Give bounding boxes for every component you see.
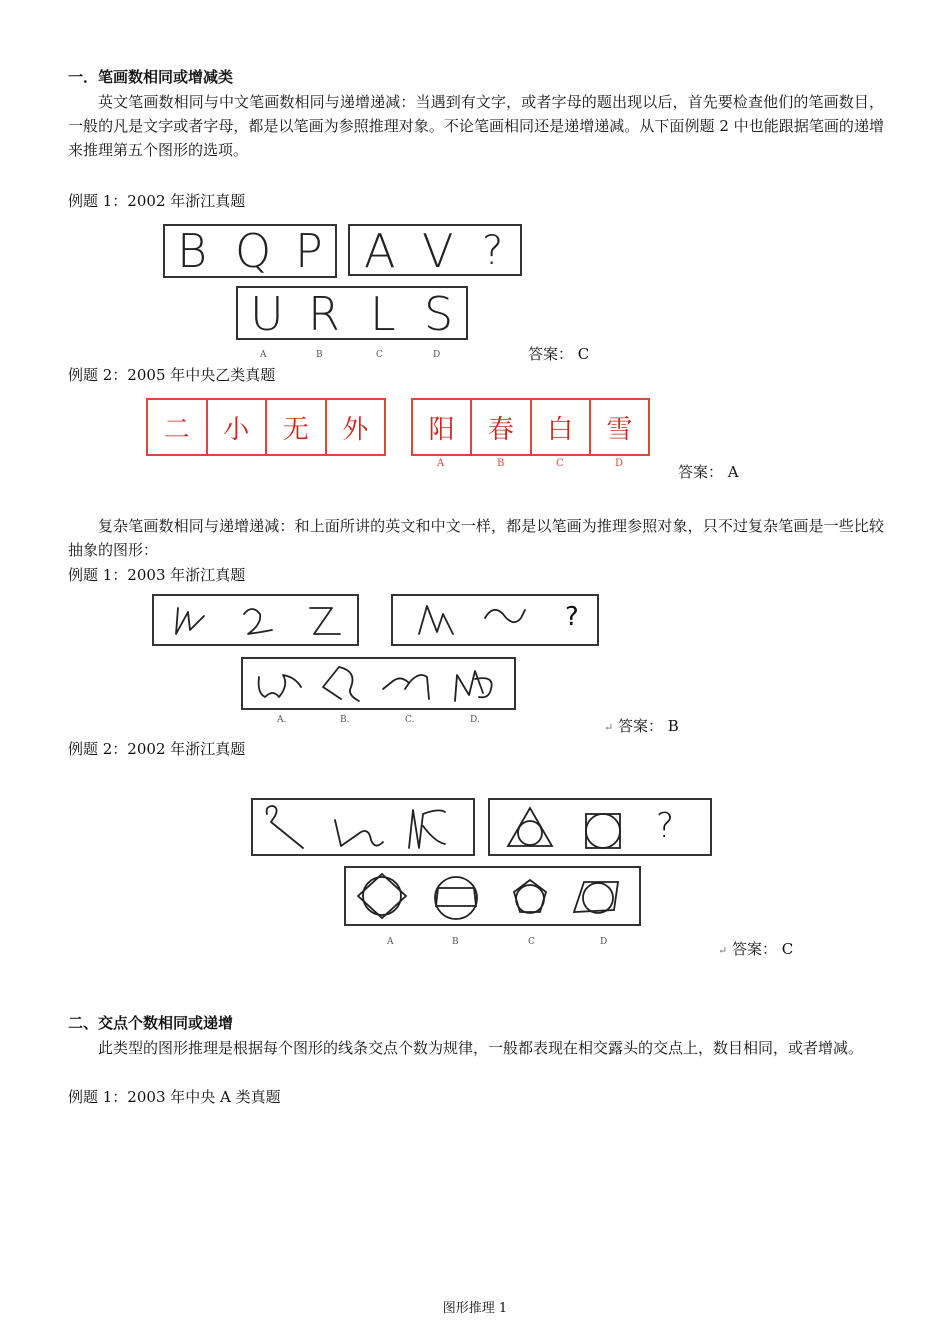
ex4-answer-line: [718, 938, 793, 959]
ex3-answer-line: [604, 715, 679, 736]
ex1-option-label: A: [260, 350, 267, 360]
ex2-char: 无: [267, 400, 327, 454]
ex1-option-letter: L: [370, 287, 396, 341]
ex3-stroke-figures: [154, 596, 357, 644]
ex1-question-box-a: [163, 224, 337, 278]
return-mark: ↵: [604, 721, 614, 734]
option-figure-b: [323, 667, 359, 701]
ex4-option-label: A: [387, 937, 394, 947]
stroke-figure: [419, 606, 453, 634]
ex1-letter: P: [295, 224, 323, 278]
section-1-heading: 一．笔画数相同或增减类: [68, 68, 234, 86]
ex2-options-box: [411, 398, 650, 456]
example-3-label: 例题 1：2003 年浙江真题: [68, 566, 246, 584]
stroke-figure: [267, 806, 303, 848]
return-mark: ↵: [718, 944, 728, 957]
ex1-option-label: C: [376, 350, 383, 360]
ex1-option-letter: S: [424, 287, 454, 341]
option-figure-c: [383, 675, 429, 699]
ex1-option-letter: U: [250, 287, 284, 341]
option-figure-a-circle: [363, 877, 401, 915]
circle-figure: [586, 814, 620, 848]
triangle-figure: [508, 808, 552, 846]
ex3-question-mark: ?: [565, 602, 579, 632]
ex2-char: 外: [342, 414, 369, 445]
option-figure-b: [436, 888, 476, 906]
ex2-option-label: B: [497, 458, 505, 469]
ex3-answer: 答案： B: [618, 717, 679, 735]
option-figure-d: [574, 882, 618, 912]
ex2-option-char: 春: [472, 400, 531, 454]
ex3-option-label: B.: [340, 715, 350, 725]
stroke-figure: [244, 609, 272, 634]
ex4-option-label: C: [528, 937, 535, 947]
ex1-answer: 答案： C: [528, 345, 590, 363]
ex4-shape-figures: [490, 800, 710, 854]
page-footer: 图形推理 1: [442, 1301, 508, 1316]
ex1-letter: B: [177, 224, 208, 278]
ex3-question-box-b: [391, 594, 599, 646]
ex1-option-label: B: [316, 350, 323, 360]
section-2-heading: 二、交点个数相同或递增: [68, 1014, 234, 1032]
circle-figure: [518, 821, 542, 845]
ex1-options-box: [236, 286, 468, 340]
ex3-option-label: D.: [470, 715, 480, 725]
section-2-intro: 此类型的图形推理是根据每个图形的线条交点个数为规律，一般都表现在相交露头的交点上，数目相同，或者增减。: [98, 1039, 864, 1057]
example-1-label: 例题 1：2002 年浙江真题: [68, 192, 246, 210]
stroke-figure: [409, 810, 445, 848]
ex4-answer: 答案： C: [732, 940, 794, 958]
ex2-option-char: 雪: [606, 414, 633, 445]
ex2-option-char: 阳: [413, 400, 472, 454]
example-4-label: 例题 2：2002 年浙江真题: [68, 740, 246, 758]
ex4-option-label: D: [600, 937, 608, 947]
stroke-figure: [485, 610, 525, 622]
option-figure-c-circle: [516, 885, 544, 913]
ex1-question-mark: ?: [482, 228, 504, 274]
option-figure-d: [455, 671, 492, 701]
ex3-question-box-a: [152, 594, 359, 646]
example-2-label: 例题 2：2005 年中央乙类真题: [68, 366, 276, 384]
ex2-option-label: C: [556, 458, 564, 469]
section-1-intro: 英文笔画数相同与中文笔画数相同与递增递减：当遇到有文字，或者字母的题出现以后，首先要检查他们的笔画数目，一般的凡是文字或者字母，都是以笔画为参照推理对象。不论笔画相同还是递增递减。从下面例题 2 中也能跟据笔画的递增来推理第五个图形的选项。: [68, 93, 884, 159]
ex2-question-box: [146, 398, 386, 456]
ex4-question-box-b: [488, 798, 712, 856]
ex3-option-label: C.: [405, 715, 415, 725]
ex4-options-box: [344, 866, 641, 926]
option-figure-a: [259, 675, 301, 697]
complex-strokes-intro: 复杂笔画数相同与递增递减：和上面所讲的英文和中文一样，都是以笔画为推理参照对象，只不过复杂笔画是一些比较抽象的图形：: [68, 517, 884, 559]
ex4-option-label: B: [452, 937, 459, 947]
option-figure-a: [358, 874, 406, 918]
ex2-char: 二: [148, 400, 208, 454]
ex2-option-char: 白: [532, 400, 591, 454]
stroke-figure: [176, 608, 204, 634]
ex1-letter: Q: [235, 224, 272, 278]
stroke-figure: [310, 608, 340, 634]
stroke-figure: [335, 820, 383, 846]
option-figure-b-circle: [435, 877, 477, 919]
ex1-letter: V: [422, 224, 454, 278]
ex4-question-box-a: [251, 798, 475, 856]
section-2-example-1-label: 例题 1：2003 年中央 A 类真题: [68, 1088, 281, 1106]
ex3-options-box: [241, 657, 516, 710]
ex2-char: 小: [208, 400, 268, 454]
ex3-option-label: A.: [277, 715, 287, 725]
ex2-option-label: D: [615, 458, 624, 469]
ex1-option-label: D: [433, 350, 441, 360]
ex3-option-figures: [243, 659, 514, 708]
ex4-question-mark: ?: [656, 806, 675, 846]
ex1-option-letter: R: [308, 287, 340, 341]
ex2-answer: 答案： A: [678, 463, 739, 481]
ex4-stroke-figures: [253, 800, 473, 854]
ex1-letter: A: [364, 224, 396, 278]
ex1-question-box-b: [348, 224, 522, 276]
ex4-option-figures: [346, 868, 639, 924]
ex2-option-label: A: [437, 458, 445, 469]
option-figure-d-circle: [583, 883, 613, 913]
